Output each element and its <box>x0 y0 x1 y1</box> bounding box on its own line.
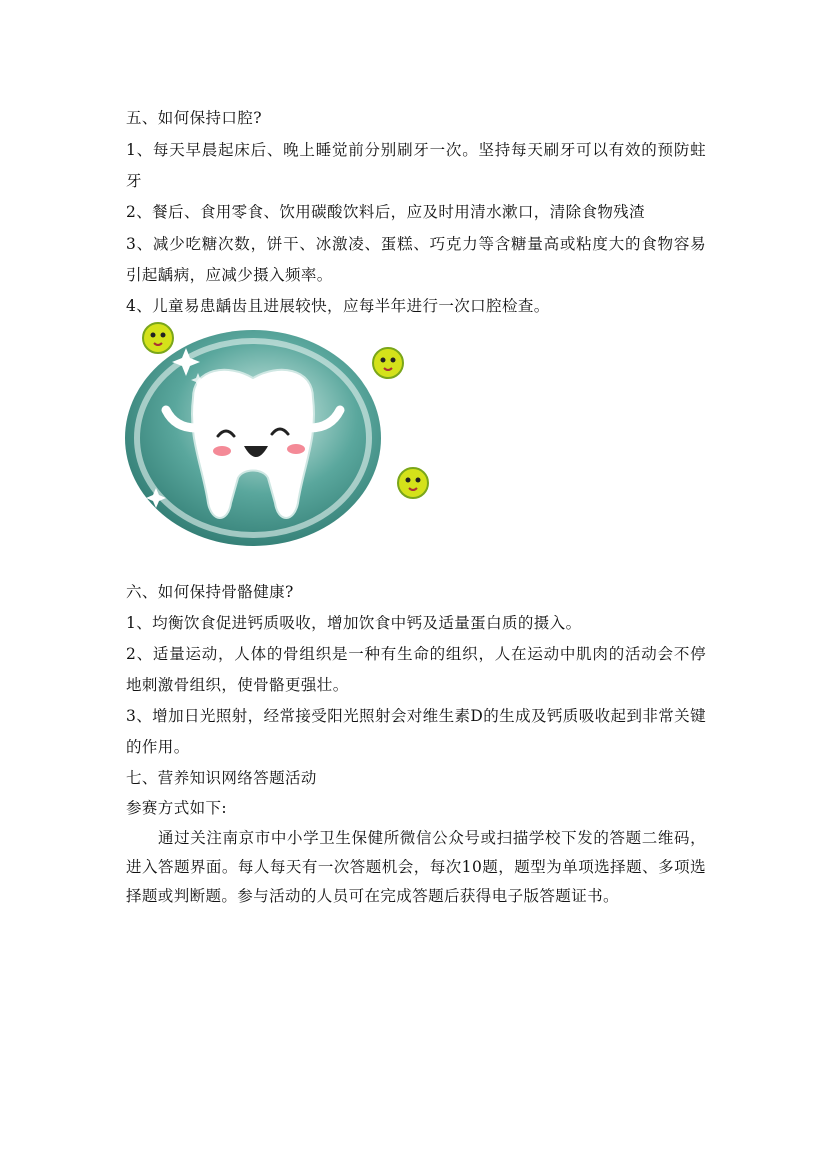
section-7-subheading: 参赛方式如下: <box>126 799 228 817</box>
section-5-item-2: 2、餐后、食用零食、饮用碳酸饮料后，应及时用清水漱口，清除食物残渣 <box>126 203 646 221</box>
section-7-heading: 七、营养知识网络答题活动 <box>126 769 317 787</box>
germ-icon <box>398 468 428 498</box>
section-5-item-1: 1、每天早晨起床后、晚上睡觉前分别刷牙一次。坚持每天刷牙可以有效的预防蛀牙 <box>126 141 706 190</box>
section-5-item-3: 3、减少吃糖次数，饼干、冰激凌、蛋糕、巧克力等含糖量高或粘度大的食物容易引起龋病，应减少摄入频率。 <box>126 235 706 284</box>
germ-icon <box>373 348 403 378</box>
section-5-heading: 五、如何保持口腔? <box>126 109 262 127</box>
section-5-item-4: 4、儿童易患龋齿且进展较快，应每半年进行一次口腔检查。 <box>126 297 550 315</box>
section-7-body: 通过关注南京市中小学卫生保健所微信公众号或扫描学校下发的答题二维码，进入答题界面。每人每天有一次答题机会，每次10题，题型为单项选择题、多项选择题或判断题。参与活动的人员可在完成答题后获得电子版答题证书。 <box>126 829 706 905</box>
section-6-item-2: 2、适量运动，人体的骨组织是一种有生命的组织，人在运动中肌肉的活动会不停地刺激骨组织，使骨骼更强壮。 <box>126 645 706 694</box>
section-6-item-1: 1、均衡饮食促进钙质吸收，增加饮食中钙及适量蛋白质的摄入。 <box>126 614 582 632</box>
section-6-heading: 六、如何保持骨骼健康? <box>126 583 294 601</box>
germ-icon <box>143 323 173 353</box>
section-6-item-3: 3、增加日光照射，经常接受阳光照射会对维生素D的生成及钙质吸收起到非常关键的作用。 <box>126 707 706 756</box>
smiling-tooth-illustration <box>118 318 448 558</box>
